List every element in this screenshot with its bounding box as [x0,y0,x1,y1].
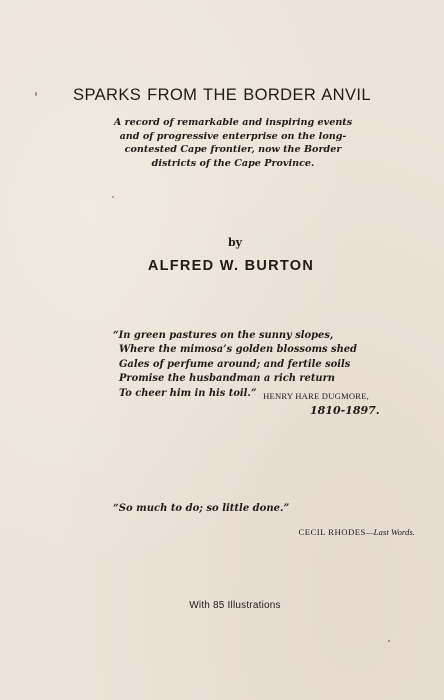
subtitle-line: A record of remarkable and inspiring events [113,117,353,128]
second-epigraph: “So much to do; so little done.” [113,503,290,514]
poem-line: Where the mimosa’s golden blossoms shed [119,344,357,356]
subtitle-line: contested Cape frontier, now the Border [124,144,342,156]
paper-speck [112,196,114,198]
book-subtitle [100,116,366,170]
author-name: ALFRED W. BURTON [147,258,315,274]
by-line: by [227,236,243,249]
poem-line: To cheer him in his toil.” [119,387,257,399]
second-epigraph-attribution [299,527,416,537]
book-title: SPARKS FROM THE BORDER ANVIL [73,86,371,104]
poem-line: “In green pastures on the sunny slopes, [113,330,334,341]
poem-attribution-name: HENRY HARE DUGMORE, [263,391,369,401]
illustrations-note: With 85 Illustrations [189,600,281,611]
poem-attribution-dates: 1810-1897. [310,404,380,417]
attribution-suffix: —Last Words. [365,527,415,537]
poem-line: Gales of perfume around; and fertile soils [119,358,351,370]
subtitle-line: and of progressive enterprise on the long- [119,130,347,142]
attribution-name: CECIL RHODES [298,527,366,537]
subtitle-line: districts of the Cape Province. [151,157,315,169]
paper-speck [388,640,390,642]
paper-speck [35,92,37,96]
poem-line: Promise the husbandman a rich return [119,373,335,385]
